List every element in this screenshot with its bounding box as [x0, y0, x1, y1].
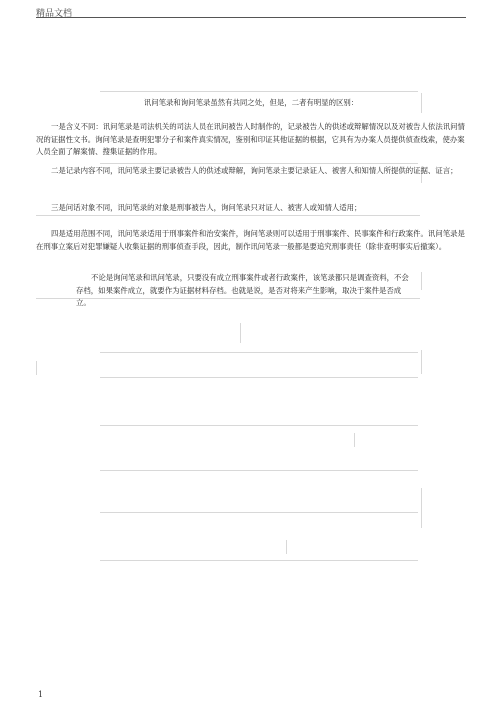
- scan-line: [36, 215, 420, 216]
- scan-line: [100, 91, 418, 92]
- scan-line: [100, 512, 418, 513]
- scan-line: [421, 350, 422, 374]
- paragraph-1: 一是含义不同：讯问笔录是司法机关的司法人员在讯问被告人时制作的，记录被告人的供述或辩解情况以及对被告人依法讯问情况的证据性文书。询问笔录是查明犯罪分子和案件真实情况，鉴别和印证其他证据的根据，它具有为办案人员提供侦查线索，使办案人员全面了解案情、搜集证据的作用。: [36, 122, 465, 156]
- scan-line: [240, 323, 241, 343]
- header-label: 精品文档: [36, 9, 73, 19]
- scan-line: [421, 488, 422, 528]
- paragraph-4: 四是适用范围不同，讯问笔录适用于刑事案件和治安案件，询问笔录则可以适用于刑事案件、民事案件和行政案件。讯问笔录是在刑事立案后对犯罪嫌疑人收集证据的刑事侦查手段，因此，制作讯问笔录一般都是要追究刑事责任（除非查明事实后撤案）。: [36, 229, 465, 251]
- scan-line: [100, 470, 418, 471]
- paragraph-5: 不论是询问笔录和讯问笔录，只要没有成立刑事案件或者行政案件，该笔录都只是调查资料，不会存档，如果案件成立，就要作为证据材料存档。也就是说，是否对将来产生影响，取决于案件是否成立。: [76, 273, 409, 307]
- scan-line: [100, 377, 418, 378]
- scan-line: [100, 560, 418, 561]
- scan-line: [100, 352, 418, 353]
- scan-line: [421, 272, 422, 290]
- scan-line: [354, 433, 355, 447]
- document-title: 讯问笔录和询问笔录虽然有共同之处，但是，二者有明显的区别：: [143, 98, 359, 107]
- page-number: 1: [38, 690, 44, 699]
- paragraph-2: 二是记录内容不同，讯问笔录主要记录被告人的供述或辩解，询问笔录主要记录证人、被害人和知情人所提供的证据、证言；: [51, 166, 458, 175]
- scan-line: [286, 540, 287, 554]
- scan-line: [36, 361, 37, 375]
- paragraph-3: 三是问话对象不同，讯问笔录的对象是刑事被告人，询问笔录只对证人、被害人或知情人适用；: [51, 203, 362, 212]
- header-divider: [36, 17, 466, 18]
- scan-line: [100, 425, 418, 426]
- scan-line: [100, 163, 418, 164]
